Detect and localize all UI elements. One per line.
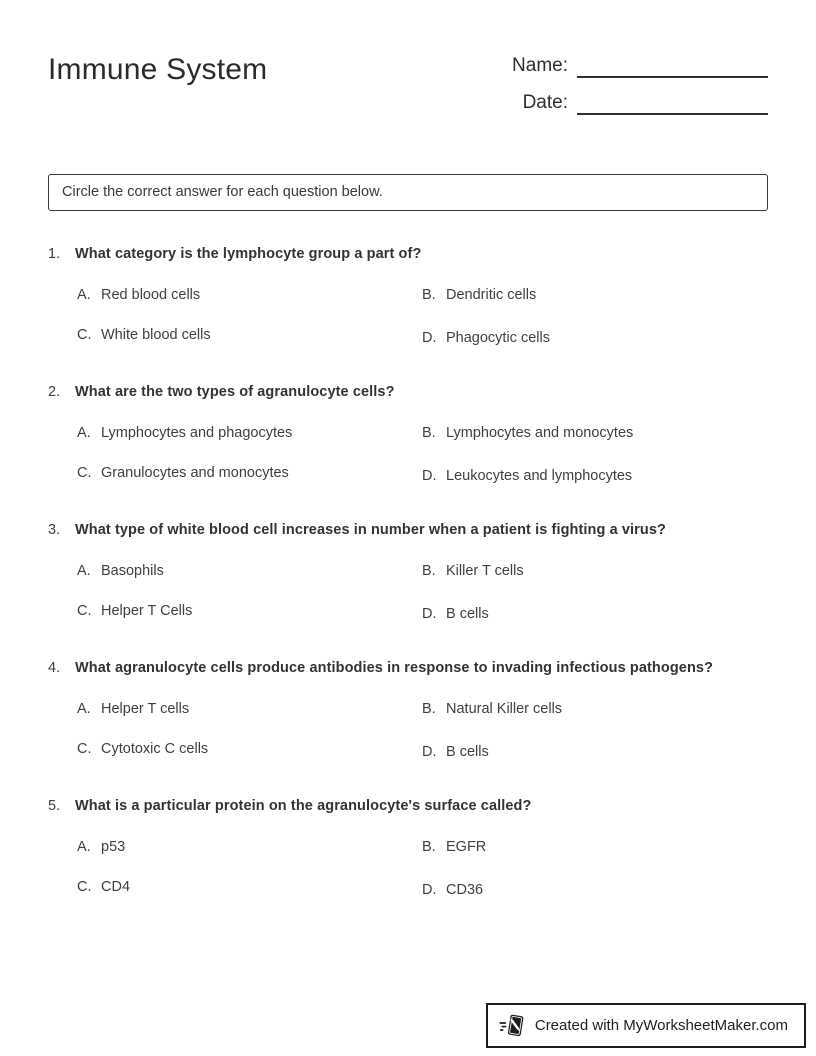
date-row (510, 91, 768, 115)
question-text: What type of white blood cell increases in number when a patient is fighting a virus? (75, 522, 666, 538)
question-text: What agranulocyte cells produce antibodies in response to invading infectious pathogens? (75, 660, 714, 676)
option-text: Lymphocytes and monocytes (446, 425, 634, 441)
option-text: Cytotoxic C cells (101, 741, 209, 757)
option-3d[interactable] (422, 604, 489, 624)
questions-list (48, 244, 768, 897)
question-5 (48, 796, 768, 897)
option-text: p53 (101, 839, 126, 855)
option-letter: C. (77, 879, 92, 895)
option-letter: A. (77, 563, 91, 579)
option-text: EGFR (446, 839, 487, 855)
question-3 (48, 520, 768, 621)
option-text: Leukocytes and lymphocytes (446, 468, 633, 484)
option-1d[interactable] (422, 328, 550, 348)
option-text: Dendritic cells (446, 287, 537, 303)
option-letter: D. (422, 606, 437, 622)
option-letter: B. (422, 839, 436, 855)
option-5a[interactable] (77, 837, 422, 857)
option-text: Phagocytic cells (446, 330, 550, 346)
question-1-options-row-1 (48, 285, 768, 305)
footer-credit-box (486, 1003, 806, 1048)
option-letter: D. (422, 468, 437, 484)
question-4-options-row-2 (48, 739, 768, 759)
option-text: B cells (446, 606, 489, 622)
question-1-line (48, 244, 768, 264)
option-letter: C. (77, 465, 92, 481)
header (48, 52, 768, 128)
option-text: Granulocytes and monocytes (101, 465, 289, 481)
name-date-block (510, 54, 768, 128)
instructions-text: Circle the correct answer for each question below. (62, 184, 383, 200)
option-2d[interactable] (422, 466, 632, 486)
option-text: Killer T cells (446, 563, 524, 579)
option-5b[interactable] (422, 837, 486, 857)
option-letter: B. (422, 563, 436, 579)
question-1-options-row-2 (48, 325, 768, 345)
option-text: B cells (446, 744, 489, 760)
option-5c[interactable] (77, 877, 422, 897)
name-row (510, 54, 768, 78)
option-text: CD4 (101, 879, 131, 895)
question-4-line (48, 658, 768, 678)
option-2b[interactable] (422, 423, 633, 443)
option-5d[interactable] (422, 880, 483, 900)
option-text: Helper T Cells (101, 603, 193, 619)
question-number: 2. (48, 384, 61, 400)
question-text: What is a particular protein on the agranulocyte's surface called? (75, 798, 532, 814)
question-3-line (48, 520, 768, 540)
option-letter: C. (77, 327, 92, 343)
option-1a[interactable] (77, 285, 422, 305)
option-2c[interactable] (77, 463, 422, 483)
instructions-box (48, 174, 768, 211)
question-5-line (48, 796, 768, 816)
question-4 (48, 658, 768, 759)
option-text: Basophils (101, 563, 164, 579)
worksheet-pencil-logo-icon (499, 1012, 526, 1039)
option-text: CD36 (446, 882, 484, 898)
option-text: Helper T cells (101, 701, 190, 717)
footer-credit-text: Created with MyWorksheetMaker.com (534, 1017, 788, 1034)
question-2 (48, 382, 768, 483)
question-text: What category is the lymphocyte group a part of? (75, 246, 422, 262)
question-3-options-row-2 (48, 601, 768, 621)
option-letter: B. (422, 701, 436, 717)
option-letter: B. (422, 287, 436, 303)
option-letter: A. (77, 839, 91, 855)
question-2-options-row-1 (48, 423, 768, 443)
option-4b[interactable] (422, 699, 562, 719)
question-1 (48, 244, 768, 345)
option-4d[interactable] (422, 742, 489, 762)
page-title: Immune System (48, 53, 268, 86)
option-text: Natural Killer cells (446, 701, 563, 717)
option-text: Lymphocytes and phagocytes (101, 425, 293, 441)
option-text: White blood cells (101, 327, 211, 343)
option-4c[interactable] (77, 739, 422, 759)
question-number: 3. (48, 522, 61, 538)
question-5-options-row-2 (48, 877, 768, 897)
option-3b[interactable] (422, 561, 524, 581)
question-2-line (48, 382, 768, 402)
date-input-line[interactable] (577, 91, 768, 115)
option-1c[interactable] (77, 325, 422, 345)
question-5-options-row-1 (48, 837, 768, 857)
option-letter: A. (77, 701, 91, 717)
name-input-line[interactable] (577, 54, 768, 78)
option-1b[interactable] (422, 285, 536, 305)
date-label: Date: (522, 92, 568, 113)
question-text: What are the two types of agranulocyte cells? (75, 384, 395, 400)
question-number: 5. (48, 798, 61, 814)
question-number: 1. (48, 246, 61, 262)
question-2-options-row-2 (48, 463, 768, 483)
option-3a[interactable] (77, 561, 422, 581)
option-letter: C. (77, 741, 92, 757)
option-2a[interactable] (77, 423, 422, 443)
question-number: 4. (48, 660, 61, 676)
option-3c[interactable] (77, 601, 422, 621)
option-4a[interactable] (77, 699, 422, 719)
option-letter: D. (422, 744, 437, 760)
option-letter: A. (77, 287, 91, 303)
option-letter: D. (422, 882, 437, 898)
question-3-options-row-1 (48, 561, 768, 581)
option-text: Red blood cells (101, 287, 201, 303)
name-label: Name: (512, 55, 568, 76)
question-4-options-row-1 (48, 699, 768, 719)
option-letter: D. (422, 330, 437, 346)
option-letter: B. (422, 425, 436, 441)
option-letter: A. (77, 425, 91, 441)
option-letter: C. (77, 603, 92, 619)
